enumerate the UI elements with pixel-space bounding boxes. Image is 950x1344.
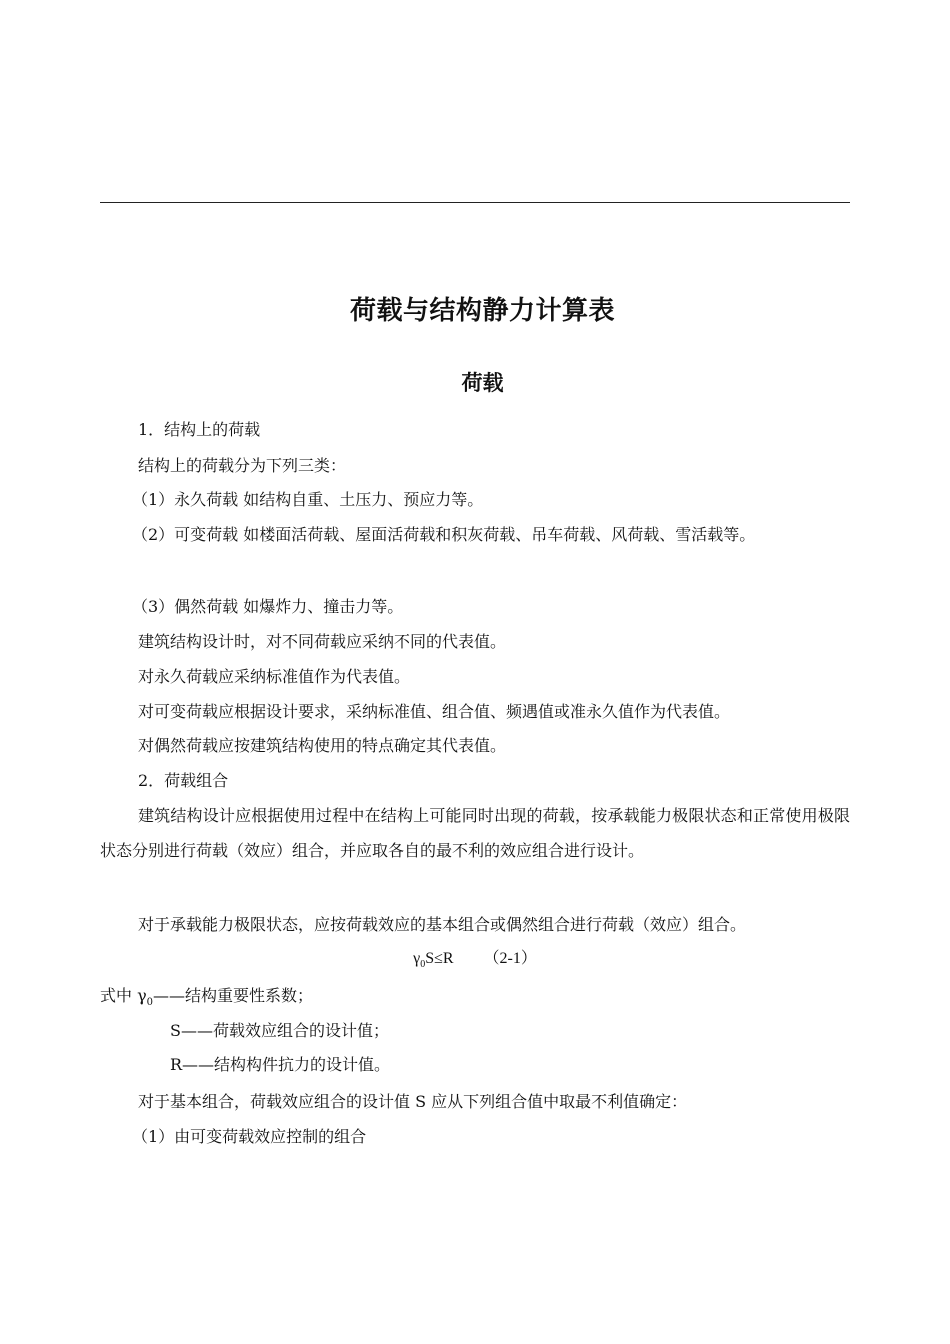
where-gamma-desc: ——结构重要性系数； bbox=[153, 986, 314, 1005]
formula-number: （2-1） bbox=[483, 950, 537, 967]
paragraph-permanent-representative: 对永久荷载应采纳标准值作为代表值。 bbox=[138, 667, 411, 686]
list-item-variable-controlled: （1）由可变荷载效应控制的组合 bbox=[132, 1127, 367, 1146]
paragraph-variable-representative: 对可变荷载应根据设计要求，采纳标准值、组合值、频遇值或准永久值作为代表值。 bbox=[138, 702, 731, 721]
paragraph-accidental-representative: 对偶然荷载应按建筑结构使用的特点确定其代表值。 bbox=[138, 736, 507, 755]
heading-load-combination: 2．荷载组合 bbox=[138, 771, 229, 790]
header-rule bbox=[100, 202, 850, 203]
paragraph-ultimate-limit-state: 对于承载能力极限状态，应按荷载效应的基本组合或偶然组合进行荷载（效应）组合。 bbox=[138, 915, 747, 934]
formula-gamma: γ bbox=[413, 950, 421, 967]
where-clause-s: S——荷载效应组合的设计值； bbox=[170, 1021, 389, 1040]
document-title: 荷载与结构静力计算表 bbox=[349, 296, 615, 326]
paragraph-intro: 结构上的荷载分为下列三类： bbox=[138, 456, 347, 475]
heading-loads-on-structure: 1．结构上的荷载 bbox=[138, 420, 261, 439]
list-item-variable-load: （2）可变荷载 如楼面活荷载、屋面活荷载和积灰荷载、吊车荷载、风荷载、雪活载等。 bbox=[132, 525, 756, 544]
paragraph-representative-values: 建筑结构设计时，对不同荷载应采纳不同的代表值。 bbox=[138, 632, 507, 651]
where-lead: 式中 bbox=[100, 986, 138, 1005]
section-title: 荷载 bbox=[461, 371, 504, 395]
where-clause-gamma bbox=[100, 986, 313, 1013]
list-item-accidental-load: （3）偶然荷载 如爆炸力、撞击力等。 bbox=[132, 597, 404, 616]
paragraph-basic-combination: 对于基本组合，荷载效应组合的设计值 S 应从下列组合值中取最不利值确定： bbox=[138, 1092, 688, 1111]
where-clause-r: R——结构构件抗力的设计值。 bbox=[170, 1055, 391, 1074]
paragraph-combination: 建筑结构设计应根据使用过程中在结构上可能同时出现的荷载，按承载能力极限状态和正常使用极限状态分别进行荷载（效应）组合，并应取各自的最不利的效应组合进行设计。 bbox=[100, 806, 850, 860]
formula-expression: S≤R bbox=[425, 950, 454, 967]
formula-gamma-subscript: 0 bbox=[420, 959, 426, 971]
where-gamma: γ bbox=[137, 986, 147, 1005]
list-item-permanent-load: （1）永久荷载 如结构自重、土压力、预应力等。 bbox=[132, 490, 484, 509]
where-gamma-subscript: 0 bbox=[146, 997, 154, 1009]
formula-2-1 bbox=[0, 949, 950, 975]
